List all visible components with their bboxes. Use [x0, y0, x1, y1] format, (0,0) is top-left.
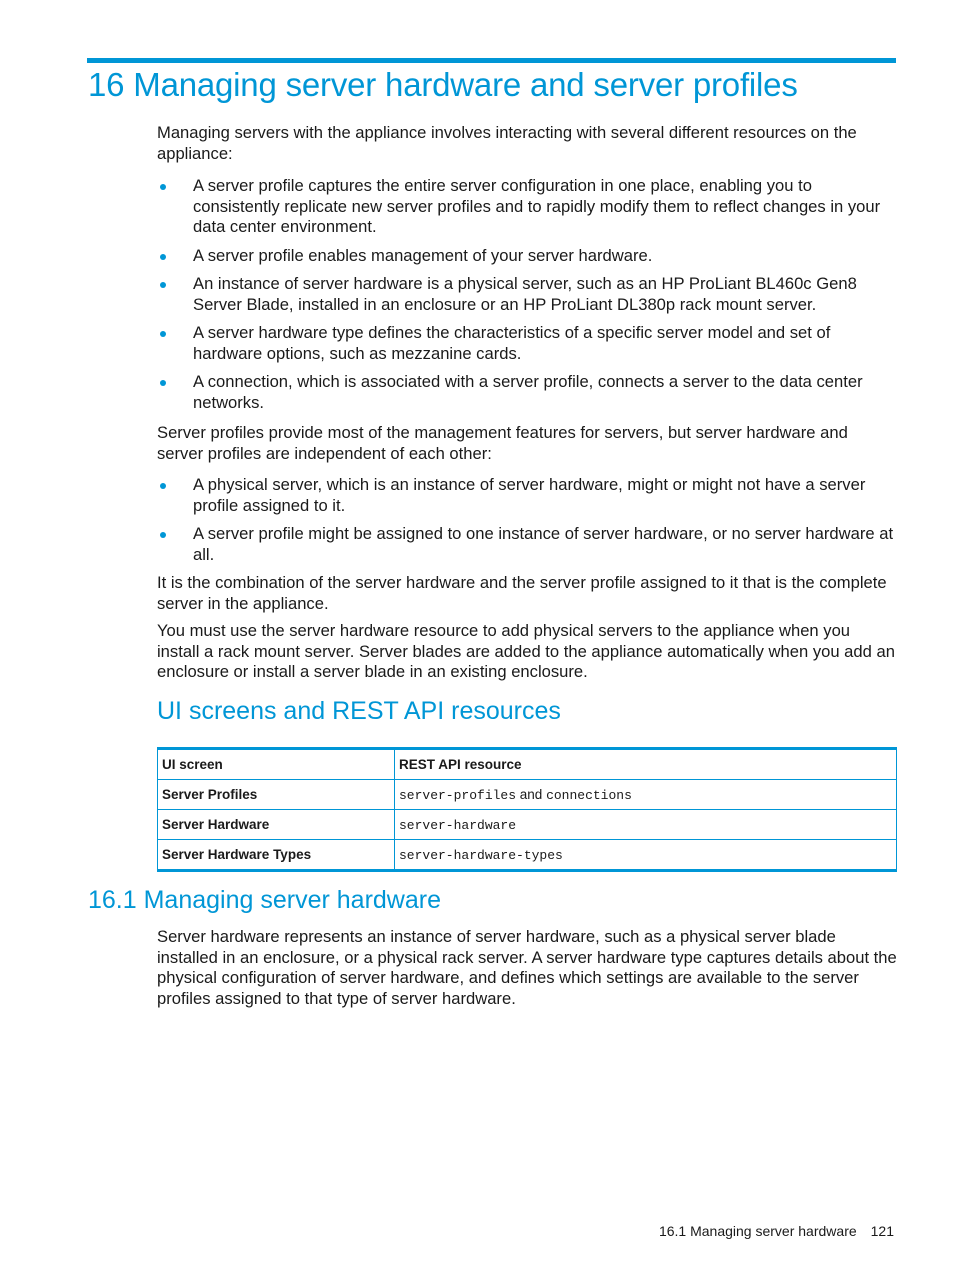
table-row — [158, 840, 897, 871]
column-header-rest-resource: REST API resource — [395, 749, 897, 780]
profiles-bullet-list — [157, 475, 897, 565]
page-number: 121 — [870, 1223, 894, 1239]
bullet-icon — [160, 254, 166, 260]
list-item: A server profile captures the entire server configuration in one place, enabling you to consistently replicate new server profiles and to rapidly modify them to reflect changes in your data center environment. — [157, 176, 897, 238]
table-row — [158, 780, 897, 810]
bullet-icon — [160, 331, 166, 337]
table-header-row — [158, 749, 897, 780]
list-item: A server profile enables management of your server hardware. — [157, 246, 897, 267]
chapter-title: 16 Managing server hardware and server profiles — [88, 66, 798, 103]
list-item: A connection, which is associated with a server profile, connects a server to the data center networks. — [157, 372, 897, 413]
chapter-top-rule — [87, 58, 896, 63]
bullet-icon — [160, 282, 166, 288]
list-item: A physical server, which is an instance of server hardware, might or might not have a server profile assigned to it. — [157, 475, 897, 516]
intro-bullet-list — [157, 176, 897, 413]
api-resource-table — [157, 747, 897, 872]
ui-screen-cell: Server Hardware — [158, 810, 395, 840]
list-item: An instance of server hardware is a physical server, such as an HP ProLiant BL460c Gen8 Server Blade, installed in an enclosure or an HP ProLiant DL380p rack mount server. — [157, 274, 897, 315]
hardware-paragraph: Server hardware represents an instance of server hardware, such as a physical server blade installed in an enclosure, or a physical rack server. A server hardware type captures details about the physical configuration of server hardware, and defines which settings are available to the server profiles assigned to that type of server hardware. — [157, 927, 897, 1008]
table-row — [158, 810, 897, 840]
profiles-paragraph: Server profiles provide most of the management features for servers, but server hardware and server profiles are independent of each other: — [157, 423, 848, 463]
resource-joiner: and — [516, 786, 547, 802]
footer-section-title: 16.1 Managing server hardware — [658, 1223, 857, 1239]
list-item: A server hardware type defines the characteristics of a specific server model and set of hardware options, such as mezzanine cards. — [157, 323, 897, 364]
rest-resource-cell — [395, 780, 897, 810]
bullet-icon — [160, 184, 166, 190]
rest-resource-cell — [395, 840, 897, 871]
column-header-ui-screen: UI screen — [158, 749, 395, 780]
api-section-heading: UI screens and REST API resources — [157, 697, 561, 725]
bullet-icon — [160, 380, 166, 386]
resource-code: server-hardware-types — [399, 847, 563, 863]
hardware-section-heading: 16.1 Managing server hardware — [88, 886, 441, 914]
usage-paragraph: You must use the server hardware resource to add physical servers to the appliance when you install a rack mount server. Server blades are added to the appliance automatically when you add an enclosure or install a server blade in an existing enclosure. — [157, 621, 895, 681]
list-item: A server profile might be assigned to one instance of server hardware, or no server hardware at all. — [157, 524, 897, 565]
resource-code: connections — [546, 787, 632, 803]
resource-code: server-hardware — [399, 817, 517, 833]
resource-code: server-profiles — [399, 787, 517, 803]
ui-screen-cell: Server Profiles — [158, 780, 395, 810]
ui-screen-cell: Server Hardware Types — [158, 840, 395, 871]
intro-paragraph: Managing servers with the appliance involves interacting with several different resources on the appliance: — [157, 123, 857, 163]
rest-resource-cell — [395, 810, 897, 840]
page-footer — [659, 1223, 894, 1239]
bullet-icon — [160, 532, 166, 538]
combination-paragraph: It is the combination of the server hardware and the server profile assigned to it that is the complete server in the appliance. — [157, 573, 887, 613]
bullet-icon — [160, 483, 166, 489]
